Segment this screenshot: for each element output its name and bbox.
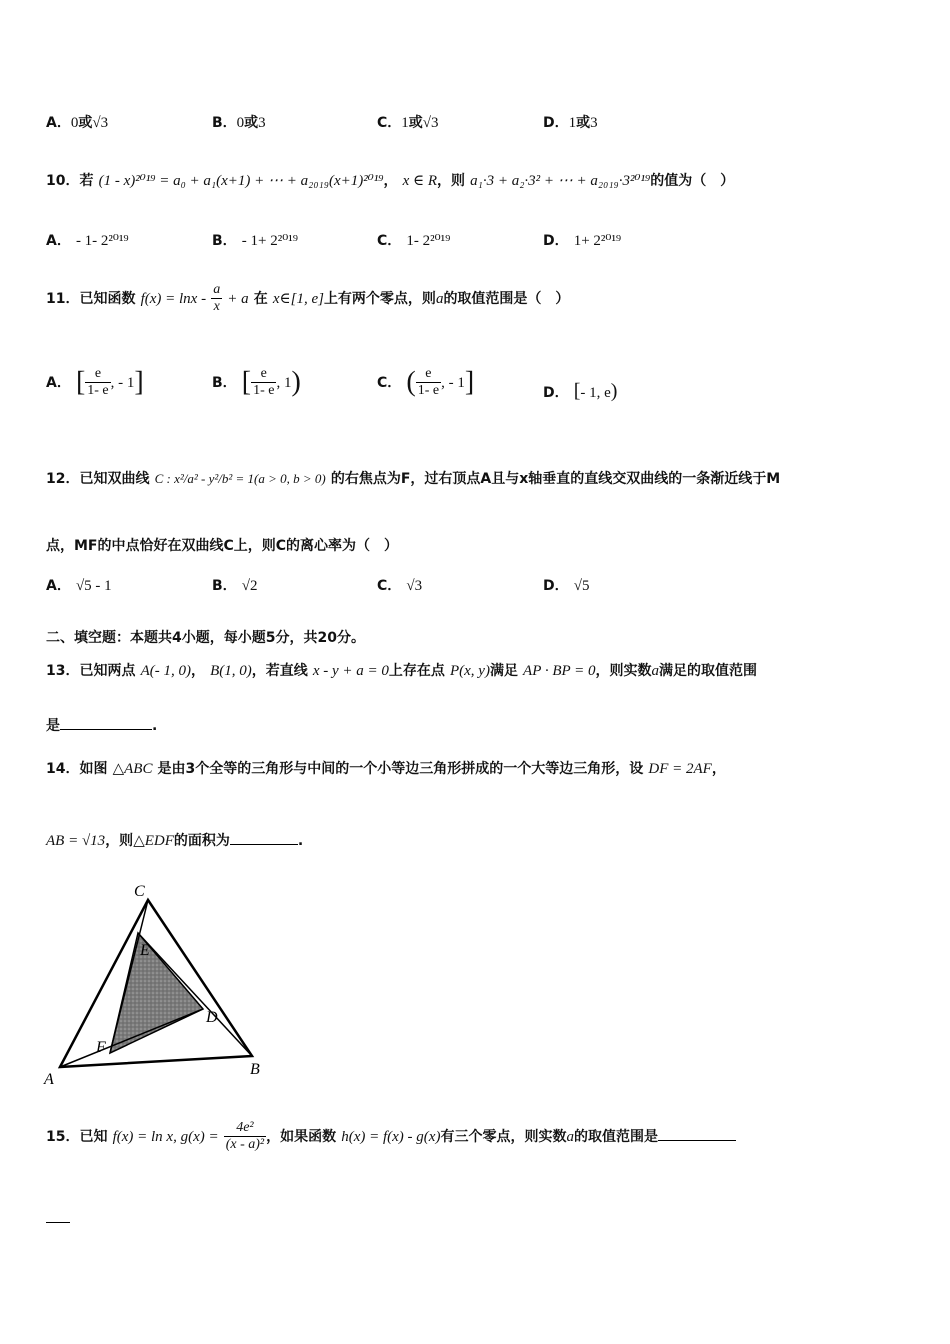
q12-option-b: B． √2 [212,578,258,594]
q10-option-c: C． 1- 2²⁰¹⁹ [377,233,451,249]
label-d: D [206,1009,218,1026]
q9-option-c: C．1或√3 [377,115,439,131]
answer-blank-13[interactable] [60,715,152,730]
section-heading: 二、填空题：本题共4小题，每小题5分，共20分。 [46,630,365,646]
q9-option-b: B．0或3 [212,115,266,131]
label-e: E [140,942,150,959]
q12-option-d: D． √5 [543,578,590,594]
label-b: B [250,1061,260,1078]
q11-option-c: C． ( $\frac{e}{1- e}$ , - 1] [377,366,475,398]
label-c: C [134,883,145,900]
answer-blank-14[interactable] [230,830,298,845]
question-15: 15．已知 f(x) = ln x, g(x) = $\frac{\text{4e²}}{\text{(x - a)²}}$ ，如果函数 h(x) = f(x) - g(x)有三个零点，则实数a的取值范围是 [46,1120,736,1153]
question-13: 13．已知两点 A(- 1, 0)， B(1, 0)，若直线 x - y + a = 0上存在点 P(x, y)满足 AP · BP = 0，则实数a满足的取值范围 [46,663,758,679]
inner-triangle-def [110,933,203,1053]
question-10: 10．若 (1 - x)²⁰¹⁹ = a₀ + a₁(x+1) + ⋯ + a₂₀₁₉(x+1)²⁰¹⁹， x ∈ R，则 a₁·3 + a₂·3² + ⋯ + a₂₀₁₉·3²⁰¹⁹的值为（ ） [46,173,735,189]
question-14: 14．如图 △ABC 是由3个全等的三角形与中间的一个小等边三角形拼成的一个大等边三角形，设 DF = 2AF， [46,761,726,777]
label-a: A [44,1071,54,1088]
answer-blank-15-cont[interactable] [46,1208,70,1227]
q11-option-b: B． [ $\frac{e}{1- e}$ , 1) [212,366,301,398]
q11-option-d: D． [- 1, e) [543,380,618,402]
q10-option-d: D． 1+ 2²⁰¹⁹ [543,233,622,249]
answer-blank-15[interactable] [658,1126,736,1141]
q9-option-a: A．0或√3 [46,115,109,131]
question-13-line2: 是 . [46,715,157,735]
triangle-figure [40,880,280,1090]
question-14-line2: AB = √13，则△EDF的面积为 . [46,830,303,850]
question-12-line2: 点，MF的中点恰好在双曲线C上，则C的离心率为（ ） [46,538,399,554]
question-12: 12．已知双曲线 C : x²/a² - y²/b² = 1(a > 0, b > 0) 的右焦点为F，过右顶点A且与x轴垂直的直线交双曲线的一条渐近线于M [46,471,781,487]
q12-option-a: A． √5 - 1 [46,578,112,594]
q10-option-a: A． - 1- 2²⁰¹⁹ [46,233,129,249]
q9-option-d: D．1或3 [543,115,598,131]
q12-option-c: C． √3 [377,578,423,594]
q11-option-a: A． [ $\frac{e}{1- e}$ , - 1] [46,366,144,398]
question-11: 11．已知函数 f(x) = lnx - $\frac{a}{x}$ + a 在 x∈[1, e]上有两个零点，则a的取值范围是（ ） [46,282,570,314]
q10-option-b: B． - 1+ 2²⁰¹⁹ [212,233,298,249]
label-f: F [96,1039,106,1056]
